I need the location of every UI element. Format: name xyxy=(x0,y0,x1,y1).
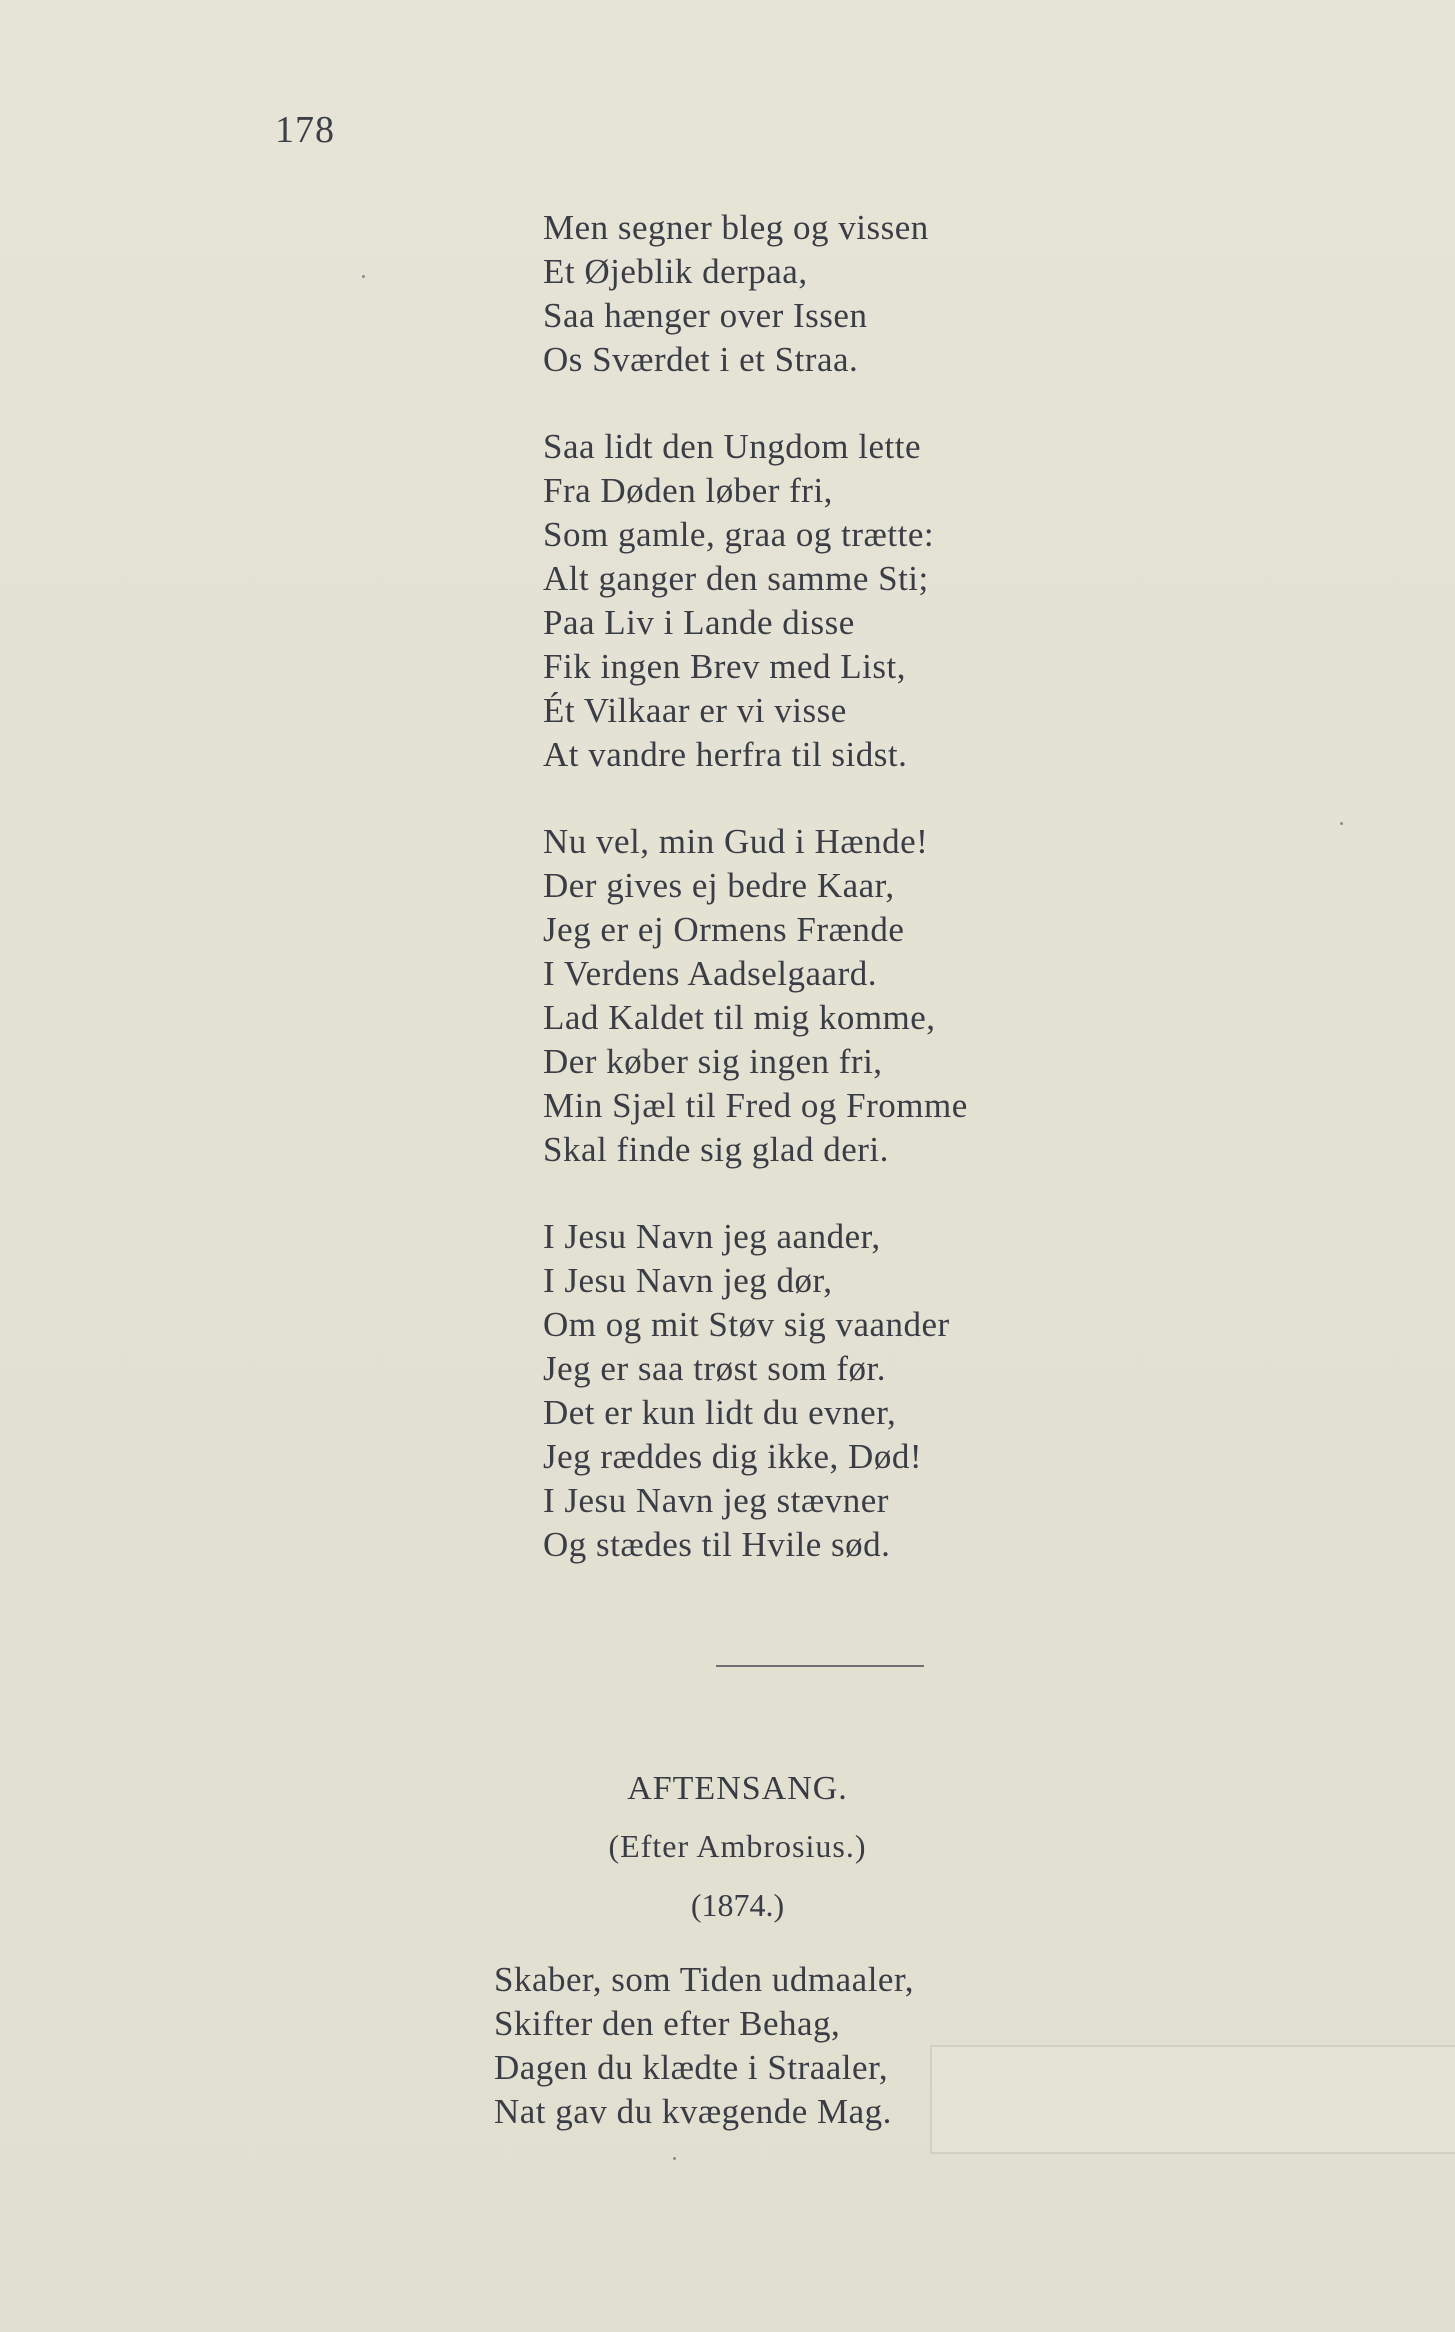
verse-line: Os Sværdet i et Straa. xyxy=(543,340,859,379)
verse-line: Skaber, som Tiden udmaaler, xyxy=(494,1960,914,1999)
verse-line: I Jesu Navn jeg stævner xyxy=(543,1481,889,1520)
poem-aftensang xyxy=(494,1958,1114,2134)
section-divider xyxy=(716,1665,924,1667)
paper-speck xyxy=(1340,822,1343,825)
verse-line: I Jesu Navn jeg aander, xyxy=(543,1217,881,1256)
verse-line: I Jesu Navn jeg dør, xyxy=(543,1261,833,1300)
verse-line: Men segner bleg og vissen xyxy=(543,208,929,247)
stanza-4 xyxy=(543,1215,1163,1567)
paper-speck xyxy=(673,2157,676,2160)
verse-line: Nu vel, min Gud i Hænde! xyxy=(543,822,929,861)
verse-line: Et Øjeblik derpaa, xyxy=(543,252,808,291)
verse-line: Fra Døden løber fri, xyxy=(543,471,833,510)
verse-line: Som gamle, graa og trætte: xyxy=(543,515,935,554)
verse-line: At vandre herfra til sidst. xyxy=(543,735,908,774)
verse-line: I Verdens Aadselgaard. xyxy=(543,954,877,993)
poem-title: AFTENSANG. xyxy=(627,1770,848,1807)
poem-subtitle: (Efter Ambrosius.) xyxy=(608,1828,867,1864)
verse-line: Saa lidt den Ungdom lette xyxy=(543,427,921,466)
verse-line: Skifter den efter Behag, xyxy=(494,2004,841,2043)
poem-continuation xyxy=(543,206,1163,1610)
stanza-2 xyxy=(543,425,1163,777)
verse-line: Ét Vilkaar er vi visse xyxy=(543,691,847,730)
verse-line: Og stædes til Hvile sød. xyxy=(543,1525,891,1564)
verse-line: Saa hænger over Issen xyxy=(543,296,868,335)
stanza-1 xyxy=(543,206,1163,382)
verse-line: Jeg er ej Ormens Frænde xyxy=(543,910,905,949)
verse-line: Det er kun lidt du evner, xyxy=(543,1393,897,1432)
verse-line: Skal finde sig glad deri. xyxy=(543,1130,889,1169)
verse-line: Dagen du klædte i Straaler, xyxy=(494,2048,889,2087)
page-number: 178 xyxy=(275,109,335,151)
verse-line: Om og mit Støv sig vaander xyxy=(543,1305,950,1344)
verse-line: Lad Kaldet til mig komme, xyxy=(543,998,936,1037)
verse-line: Der gives ej bedre Kaar, xyxy=(543,866,895,905)
verse-line: Nat gav du kvægende Mag. xyxy=(494,2092,892,2131)
verse-line: Min Sjæl til Fred og Fromme xyxy=(543,1086,968,1125)
stanza-3 xyxy=(543,820,1163,1172)
verse-line: Jeg ræddes dig ikke, Død! xyxy=(543,1437,922,1476)
verse-line: Alt ganger den samme Sti; xyxy=(543,559,929,598)
verse-line: Der køber sig ingen fri, xyxy=(543,1042,883,1081)
verse-line: Fik ingen Brev med List, xyxy=(543,647,906,686)
verse-line: Paa Liv i Lande disse xyxy=(543,603,855,642)
paper-speck xyxy=(362,275,365,278)
poem-year: (1874.) xyxy=(690,1887,785,1923)
verse-line: Jeg er saa trøst som før. xyxy=(543,1349,886,1388)
